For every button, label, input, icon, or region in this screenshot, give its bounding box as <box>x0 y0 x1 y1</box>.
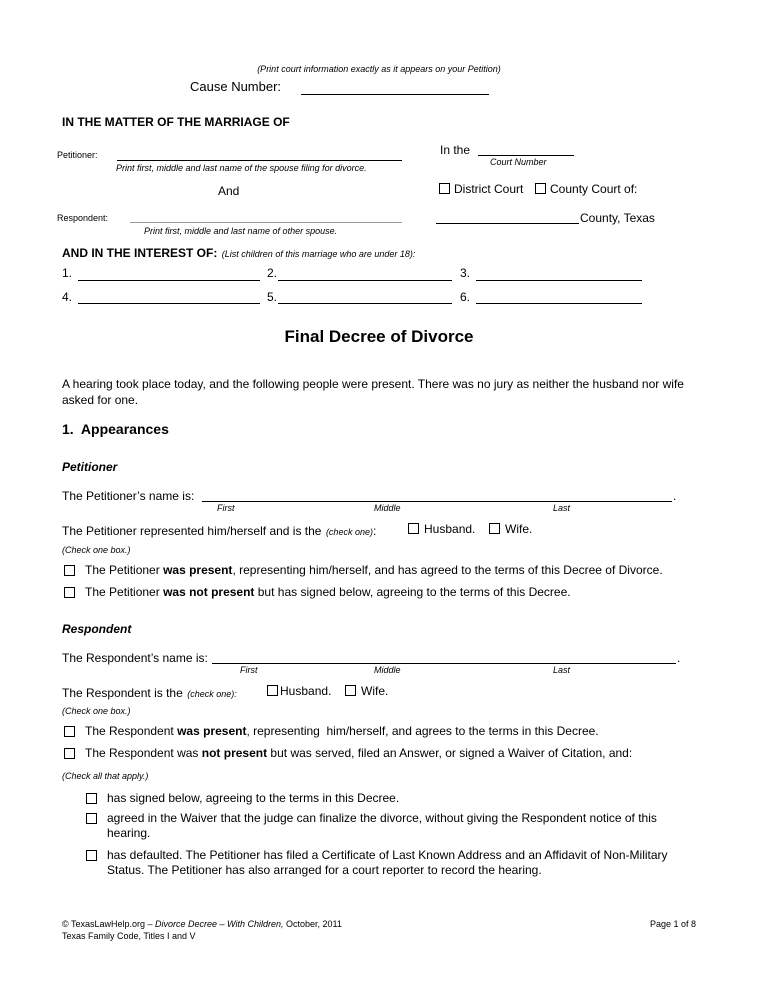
county-court-label: County Court of: <box>550 182 638 196</box>
child-number-3: 3. <box>460 266 471 280</box>
petitioner-present-text <box>85 563 663 577</box>
footer-date: October, 2011 <box>283 919 342 929</box>
respondent-not-present-bold: not present <box>201 746 268 760</box>
respondent-present-text <box>85 724 599 738</box>
district-court-checkbox[interactable] <box>439 183 450 194</box>
petitioner-not-present-checkbox[interactable] <box>64 587 75 598</box>
petitioner-name-field[interactable] <box>117 160 402 161</box>
respondent-not-present-post: but was served, filed an Answer, or signed a Waiver of Citation, and: <box>267 746 633 760</box>
and-label: And <box>218 184 240 198</box>
county-court-checkbox[interactable] <box>535 183 546 194</box>
petitioner-represented-text: The Petitioner represented him/herself and is the <box>62 524 322 538</box>
court-number-note: Court Number <box>490 157 547 167</box>
in-the-matter-heading: IN THE MATTER OF THE MARRIAGE OF <box>62 115 290 129</box>
child-field-1[interactable] <box>78 280 260 281</box>
respondent-wife-checkbox[interactable] <box>345 685 356 696</box>
child-field-5[interactable] <box>278 303 452 304</box>
respondent-full-name-field[interactable] <box>212 663 676 664</box>
respondent-not-present-pre: The Respondent was <box>85 746 199 760</box>
section-heading-appearances: 1. Appearances <box>62 421 169 437</box>
respondent-first-caption: First <box>240 665 258 675</box>
petitioner-note: Print first, middle and last name of the spouse filing for divorce. <box>116 163 367 173</box>
footer-copyright <box>62 919 342 929</box>
respondent-last-caption: Last <box>553 665 571 675</box>
cause-number-field[interactable] <box>301 94 489 95</box>
respondent-name-field[interactable] <box>130 222 402 223</box>
footer-page-number: Page 1 of 8 <box>650 919 697 929</box>
respondent-is-text: The Respondent is the <box>62 686 183 700</box>
respondent-not-present-text <box>85 746 632 760</box>
county-name-field[interactable] <box>436 223 579 224</box>
court-number-field[interactable] <box>478 155 574 156</box>
respondent-not-present-checkbox[interactable] <box>64 748 75 759</box>
respondent-waiver-text: agreed in the Waiver that the judge can finalize the divorce, without giving the Respondent notice of this hearing. <box>107 811 657 840</box>
respondent-middle-caption: Middle <box>374 665 401 675</box>
child-field-6[interactable] <box>476 303 642 304</box>
in-the-label: In the <box>440 143 471 157</box>
respondent-wife-label: Wife. <box>361 684 389 698</box>
petitioner-not-present-post: but has signed below, agreeing to the terms of this Decree. <box>254 585 571 599</box>
petitioner-husband-label: Husband. <box>424 522 476 536</box>
petitioner-colon: : <box>372 524 377 538</box>
page-title: Final Decree of Divorce <box>284 327 474 346</box>
petitioner-not-present-bold: was not present <box>163 585 255 599</box>
footer-copyright-pre: © TexasLawHelp.org – <box>62 919 153 929</box>
petitioner-present-checkbox[interactable] <box>64 565 75 576</box>
petitioner-wife-label: Wife. <box>505 522 533 536</box>
interest-note: (List children of this marriage who are under 18): <box>221 249 416 259</box>
respondent-waiver-checkbox[interactable] <box>86 813 97 824</box>
footer-doc-name: Divorce Decree – With Children, <box>155 919 284 929</box>
petitioner-present-pre: The Petitioner <box>85 563 160 577</box>
respondent-husband-checkbox[interactable] <box>267 685 278 696</box>
respondent-check-one-inline: (check one): <box>187 689 237 699</box>
respondent-signed-checkbox[interactable] <box>86 793 97 804</box>
intro-paragraph: A hearing took place today, and the following people were present. There was no jury as neither the husband nor wife asked for one. <box>62 377 684 407</box>
petitioner-name-label: The Petitioner’s name is: <box>62 489 195 503</box>
child-field-3[interactable] <box>476 280 642 281</box>
petitioner-last-caption: Last <box>553 503 571 513</box>
petitioner-husband-checkbox[interactable] <box>408 523 419 534</box>
child-number-6: 6. <box>460 290 471 304</box>
petitioner-wife-checkbox[interactable] <box>489 523 500 534</box>
respondent-default-checkbox[interactable] <box>86 850 97 861</box>
petitioner-full-name-field[interactable] <box>202 501 672 502</box>
respondent-subheading: Respondent <box>62 622 132 636</box>
child-number-1: 1. <box>62 266 73 280</box>
respondent-name-period: . <box>677 651 681 665</box>
petitioner-subheading: Petitioner <box>62 460 118 474</box>
petitioner-present-post: , representing him/herself, and has agreed to the terms of this Decree of Divorce. <box>232 563 663 577</box>
petitioner-name-period: . <box>673 489 677 503</box>
cause-number-label: Cause Number: <box>190 79 282 94</box>
child-number-2: 2. <box>267 266 278 280</box>
respondent-check-all: (Check all that apply.) <box>62 771 149 781</box>
respondent-default-text: has defaulted. The Petitioner has filed a Certificate of Last Known Address and an Affidavit of Non-Military Status. The Petitioner has also arranged for a court reporter to record the hearing. <box>107 848 668 877</box>
petitioner-middle-caption: Middle <box>374 503 401 513</box>
petitioner-not-present-text <box>85 585 571 599</box>
respondent-signed-text: has signed below, agreeing to the terms in this Decree. <box>107 791 400 805</box>
respondent-check-one-box: (Check one box.) <box>62 706 131 716</box>
respondent-husband-label: Husband. <box>280 684 332 698</box>
child-field-4[interactable] <box>78 303 260 304</box>
footer-code: Texas Family Code, Titles I and V <box>62 931 196 941</box>
interest-label: AND IN THE INTEREST OF: <box>62 246 218 260</box>
respondent-present-bold: was present <box>177 724 247 738</box>
petitioner-present-bold: was present <box>163 563 233 577</box>
petitioner-not-present-pre: The Petitioner <box>85 585 160 599</box>
petitioner-represented-line <box>62 522 376 540</box>
child-number-5: 5. <box>267 290 278 304</box>
interest-line <box>62 244 415 262</box>
county-texas-label: County, Texas <box>580 211 655 225</box>
respondent-name-label: The Respondent’s name is: <box>62 651 208 665</box>
respondent-is-line <box>62 684 237 702</box>
court-info-note: (Print court information exactly as it appears on your Petition) <box>257 64 501 74</box>
petitioner-label: Petitioner: <box>57 150 98 160</box>
respondent-note: Print first, middle and last name of other spouse. <box>144 226 338 236</box>
respondent-present-checkbox[interactable] <box>64 726 75 737</box>
district-court-label: District Court <box>454 182 524 196</box>
child-field-2[interactable] <box>278 280 452 281</box>
child-number-4: 4. <box>62 290 73 304</box>
respondent-present-pre: The Respondent <box>85 724 174 738</box>
petitioner-first-caption: First <box>217 503 235 513</box>
petitioner-check-one-box: (Check one box.) <box>62 545 131 555</box>
respondent-present-post: , representing him/herself, and agrees to the terms in this Decree. <box>246 724 599 738</box>
petitioner-check-one-inline: (check one) <box>325 527 373 537</box>
respondent-label: Respondent: <box>57 213 109 223</box>
